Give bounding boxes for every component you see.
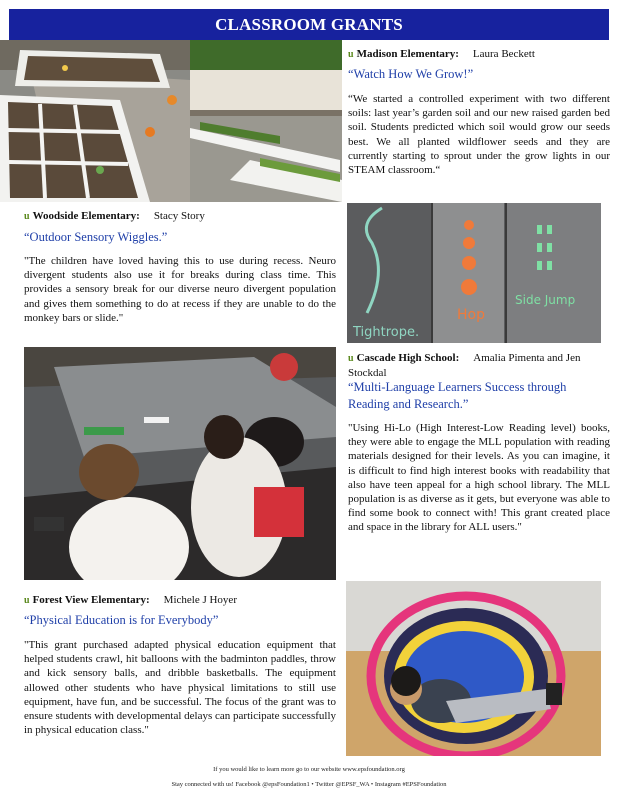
- woodside-title: “Outdoor Sensory Wiggles.”: [24, 230, 168, 244]
- woodside-heading: [24, 210, 205, 222]
- bullet-icon: u: [348, 49, 354, 60]
- cascade-title: “Multi-Language Learners Success through Reading and Research.”: [348, 380, 567, 411]
- library-students-photo: [24, 347, 336, 580]
- woodside-school: Woodside Elementary:: [32, 210, 140, 222]
- footer-website: If you would like to learn more go to our website www.epsfoundation.org: [213, 766, 405, 773]
- forest-heading: [24, 594, 237, 606]
- bullet-icon: u: [24, 595, 30, 606]
- forest-person: Michele J Hoyer: [163, 594, 237, 606]
- cascade-heading: [348, 351, 610, 380]
- garden-beds-photo: [0, 40, 190, 202]
- cascade-person: Amalia Pimenta and Jen Stockdal: [348, 352, 581, 379]
- madison-school: Madison Elementary:: [356, 48, 459, 60]
- bullet-icon: u: [348, 353, 354, 364]
- madison-heading: [348, 48, 535, 60]
- footer-social: Stay connected with us! Facebook @epsFoundation1 • Twitter @EPSF_WA • Instagram #EPSFoundation: [171, 781, 447, 788]
- chalk-label-hop: Hop: [457, 307, 485, 323]
- adapted-pe-photo: [346, 581, 601, 756]
- forest-title: “Physical Education is for Everybody”: [24, 613, 219, 627]
- madison-person: Laura Beckett: [472, 48, 535, 60]
- page-title: CLASSROOM GRANTS: [215, 15, 403, 34]
- chalk-label-side-jump: Side Jump: [515, 293, 576, 307]
- page-header: [9, 9, 609, 40]
- cascade-body: "Using Hi-Lo (High Interest-Low Reading level) books, they were able to engage the MLL population with reading materials designed for their levels. As you can imagine, it is difficult to find high interest books with readability that also have teen appeal for a high school library. The MLL population is as diverse as it gets, but everyone was able to find some book to connect with! This grant created place and space in the library for ALL users.": [348, 422, 610, 534]
- forest-body: "This grant purchased adapted physical education equipment that helped students crawl, hit balloons with the badminton paddles, throw and kick sensory balls, and dribble basketballs. The equipment allowed other students who have physical limitations to still use equipment, have fun, and be successful. The focus of the grant was to ensure students with developmental delays can participate successfully in physical education class.": [24, 639, 336, 737]
- woodside-person: Stacy Story: [153, 210, 205, 222]
- sensory-path-photo: [347, 203, 601, 343]
- garden-school-photo: [190, 40, 342, 202]
- cascade-school: Cascade High School:: [356, 352, 460, 364]
- madison-title: “Watch How We Grow!”: [348, 67, 474, 81]
- chalk-label-tightrope: Tightrope.: [353, 325, 420, 340]
- woodside-body: "The children have loved having this to use during recess. Neuro divergent students also use it for breaks during class time. This provides a sensory break for our diverse neuro divergent population and gives them something to do at recess if they are unable to do the monkey bars or slide.": [24, 255, 336, 324]
- madison-body: “We started a controlled experiment with two different soils: last year’s garden soil and our new raised garden bed soil. Students predicted which soil would grow our seeds best. We all planted wildflower seeds and they are currently starting to sprout under the grow lights in our STEAM classroom.“: [348, 93, 610, 177]
- bullet-icon: u: [24, 211, 30, 222]
- forest-school: Forest View Elementary:: [32, 594, 150, 606]
